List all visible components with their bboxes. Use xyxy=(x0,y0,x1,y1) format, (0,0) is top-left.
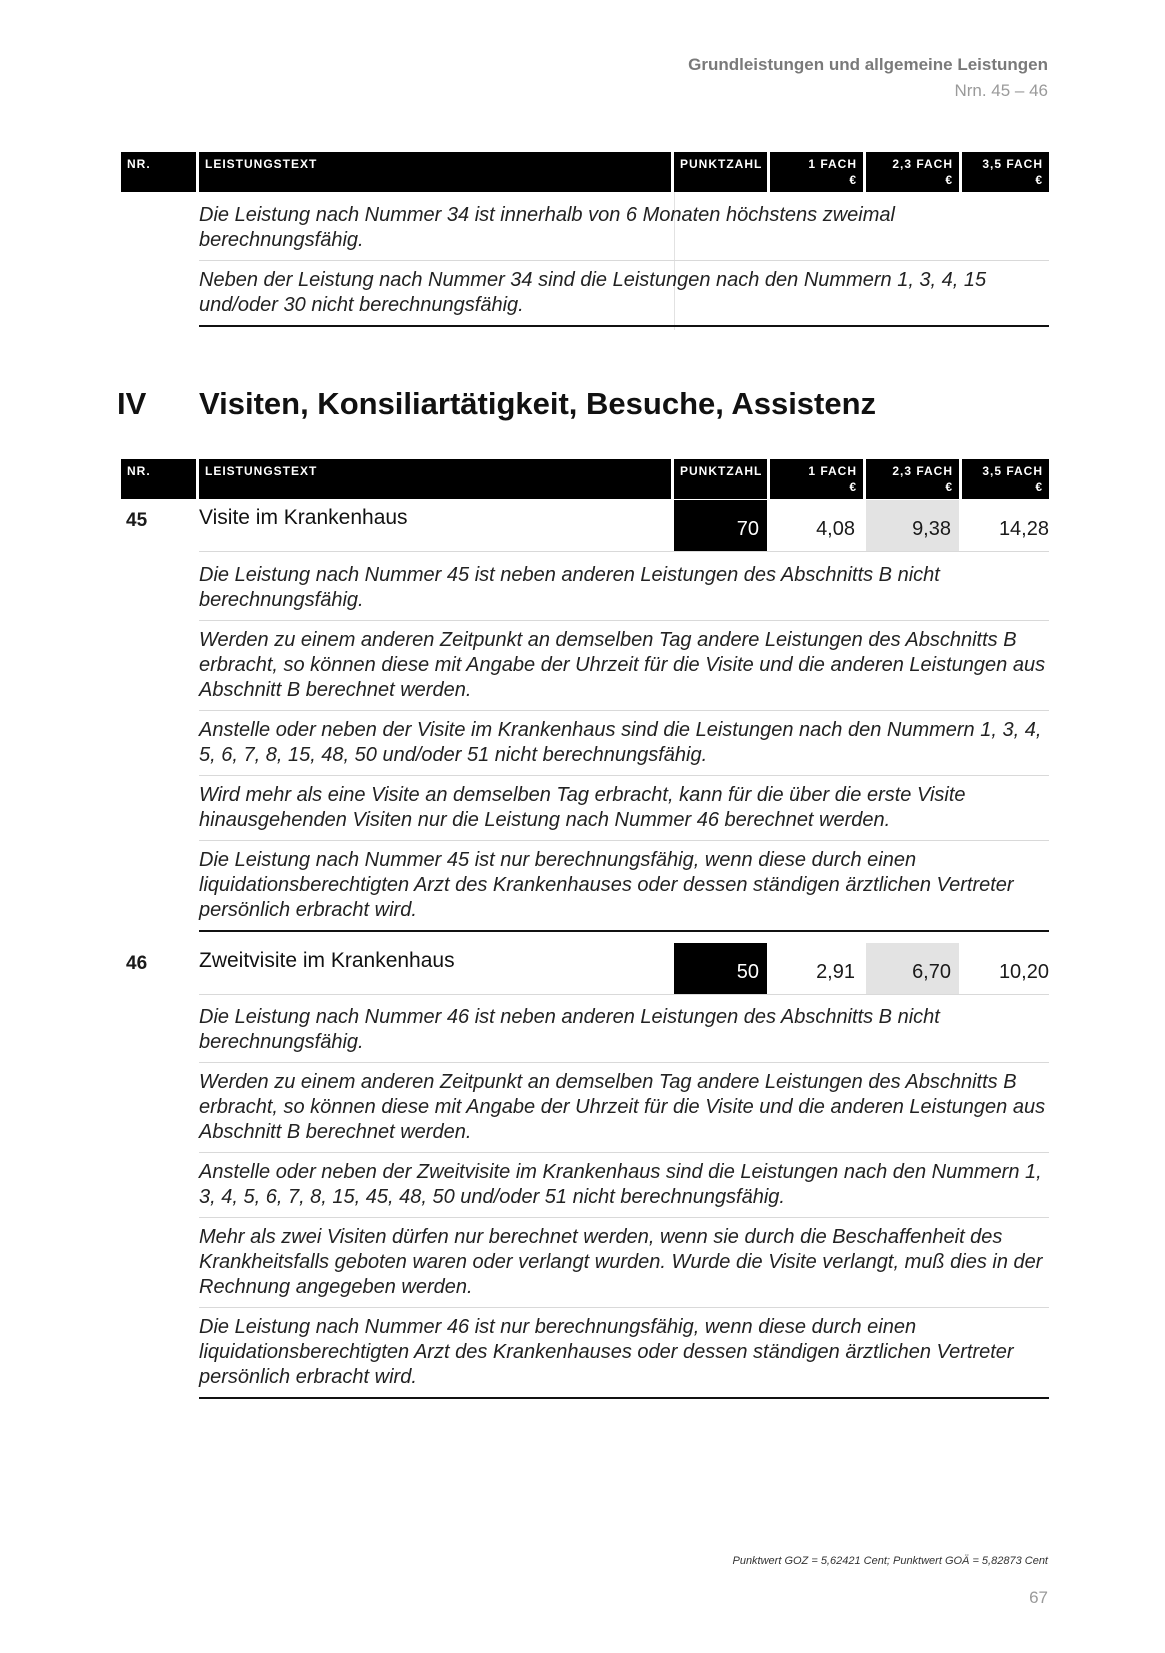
item-1fach: 4,08 xyxy=(816,518,855,540)
item-35fach: 14,28 xyxy=(998,518,1049,540)
col-header-35fach xyxy=(962,459,1049,499)
note: Anstelle oder neben der Zweitvisite im Krankenhaus sind die Leistungen nach den Nummern 1, 3, 4, 5, 6, 7, 8, 15, 45, 48, 50 und/oder 51 nicht berechnungsfähig. xyxy=(199,1153,1049,1218)
item-1fach: 2,91 xyxy=(816,961,855,983)
running-head xyxy=(688,52,1048,104)
note: Die Leistung nach Nummer 46 ist neben anderen Leistungen des Abschnitts B nicht berechnungsfähig. xyxy=(199,998,1049,1063)
col-header-1fach xyxy=(770,459,863,499)
number-range: Nrn. 45 – 46 xyxy=(954,81,1048,100)
note: Die Leistung nach Nummer 34 ist innerhalb von 6 Monaten höchstens zweimal berechnungsfähig. xyxy=(199,196,1049,261)
currency-label: € xyxy=(1035,173,1043,187)
item-23fach: 6,70 xyxy=(866,943,959,995)
item-number: 46 xyxy=(126,953,148,974)
note: Neben der Leistung nach Nummer 34 sind die Leistungen nach den Nummern 1, 3, 4, 15 und/oder 30 nicht berechnungsfähig. xyxy=(199,261,1049,327)
table-row xyxy=(121,943,1049,995)
note: Die Leistung nach Nummer 45 ist neben anderen Leistungen des Abschnitts B nicht berechnungsfähig. xyxy=(199,556,1049,621)
currency-label: € xyxy=(849,173,857,187)
col-label: 3,5 FACH xyxy=(982,157,1043,171)
col-header-23fach xyxy=(866,459,959,499)
prev-notes xyxy=(199,196,1049,327)
col-label: 1 FACH xyxy=(808,464,857,478)
note: Mehr als zwei Visiten dürfen nur berechnet werden, wenn sie durch die Beschaffenheit des Krankheitsfalls geboten waren oder verlangt wurden. Wurde die Visite verlangt, muß dies in der Rechnung angegeben werden. xyxy=(199,1218,1049,1308)
note: Werden zu einem anderen Zeitpunkt an demselben Tag andere Leistungen des Abschnitts B erbracht, so können diese mit Angabe der Uhrzeit für die Visite und die anderen Leistungen aus Abschnitt B berechnet werden. xyxy=(199,1063,1049,1153)
note: Die Leistung nach Nummer 45 ist nur berechnungsfähig, wenn diese durch einen liquidationsberechtigten Arzt des Krankenhauses oder dessen ständigen ärztlichen Vertreter persönlich erbracht wird. xyxy=(199,841,1049,932)
section-title: Visiten, Konsiliartätigkeit, Besuche, Assistenz xyxy=(199,386,877,421)
col-label: 3,5 FACH xyxy=(982,464,1043,478)
col-header-35fach xyxy=(962,152,1049,192)
col-label: 1 FACH xyxy=(808,157,857,171)
table-header xyxy=(121,459,1049,499)
col-header-nr: NR. xyxy=(121,459,196,499)
col-header-1fach xyxy=(770,152,863,192)
note: Werden zu einem anderen Zeitpunkt an demselben Tag andere Leistungen des Abschnitts B erbracht, so können diese mit Angabe der Uhrzeit für die Visite und die anderen Leistungen aus Abschnitt B berechnet werden. xyxy=(199,621,1049,711)
col-header-text: LEISTUNGSTEXT xyxy=(199,152,671,192)
item-label: Zweitvisite im Krankenhaus xyxy=(199,949,455,972)
item-notes xyxy=(199,556,1049,932)
page-number: 67 xyxy=(1029,1588,1048,1607)
col-header-punktzahl: PUNKTZAHL xyxy=(674,459,767,499)
table-header xyxy=(121,152,1049,192)
table-row xyxy=(121,500,1049,552)
row-divider xyxy=(199,994,1049,995)
note: Die Leistung nach Nummer 46 ist nur berechnungsfähig, wenn diese durch einen liquidationsberechtigten Arzt des Krankenhauses oder dessen ständigen ärztlichen Vertreter persönlich erbracht wird. xyxy=(199,1308,1049,1399)
item-label: Visite im Krankenhaus xyxy=(199,506,408,529)
item-number: 45 xyxy=(126,510,148,531)
section-number: IV xyxy=(117,386,147,421)
note: Anstelle oder neben der Visite im Krankenhaus sind die Leistungen nach den Nummern 1, 3, 4, 5, 6, 7, 8, 15, 48, 50 und/oder 51 nicht berechnungsfähig. xyxy=(199,711,1049,776)
col-label: 2,3 FACH xyxy=(892,464,953,478)
item-punktzahl: 50 xyxy=(674,943,767,995)
item-23fach: 9,38 xyxy=(866,500,959,552)
item-35fach: 10,20 xyxy=(998,961,1049,983)
chapter-title: Grundleistungen und allgemeine Leistungen xyxy=(688,55,1048,74)
row-divider xyxy=(199,551,1049,552)
col-header-punktzahl: PUNKTZAHL xyxy=(674,152,767,192)
currency-label: € xyxy=(1035,480,1043,494)
note: Wird mehr als eine Visite an demselben Tag erbracht, kann für die über die erste Visite hinausgehenden Visiten nur die Leistung nach Nummer 46 berechnet werden. xyxy=(199,776,1049,841)
col-header-text: LEISTUNGSTEXT xyxy=(199,459,671,499)
item-notes xyxy=(199,998,1049,1399)
currency-label: € xyxy=(945,173,953,187)
currency-label: € xyxy=(945,480,953,494)
col-header-nr: NR. xyxy=(121,152,196,192)
col-header-23fach xyxy=(866,152,959,192)
currency-label: € xyxy=(849,480,857,494)
item-punktzahl: 70 xyxy=(674,500,767,552)
footnote-punktwert: Punktwert GOZ = 5,62421 Cent; Punktwert GOÄ = 5,82873 Cent xyxy=(732,1555,1048,1567)
col-label: 2,3 FACH xyxy=(892,157,953,171)
